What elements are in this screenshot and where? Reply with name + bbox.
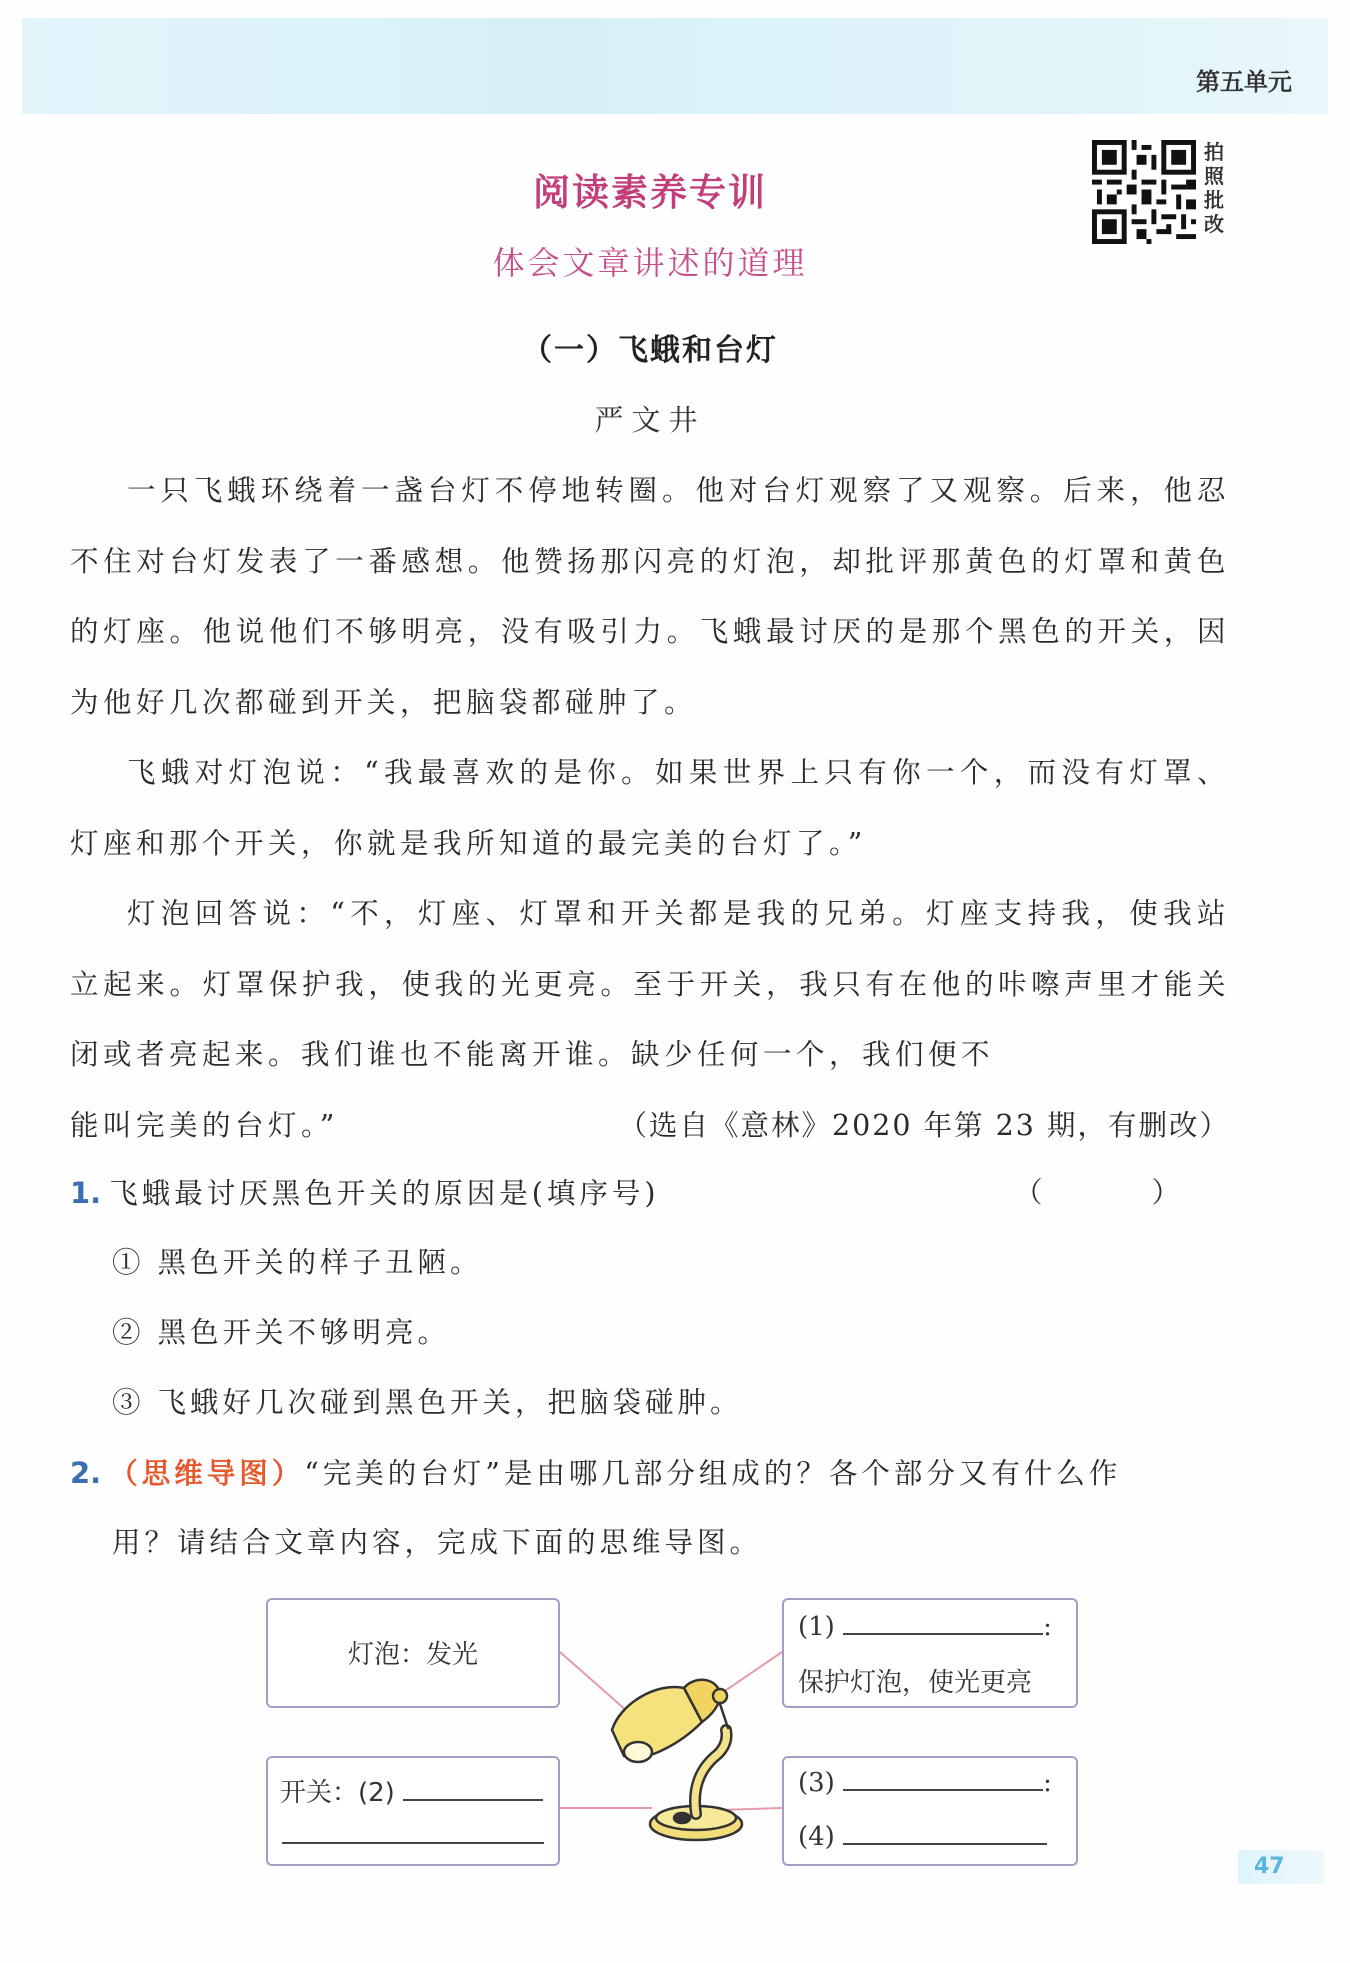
shade-description: 保护灯泡，使光更亮	[798, 1668, 1033, 1698]
unit-label: 第五单元	[1196, 68, 1292, 96]
article-title: （一）飞蛾和台灯	[522, 333, 778, 368]
answer-blank[interactable]	[282, 1820, 544, 1844]
shade-blank-line: (1) :	[798, 1612, 1052, 1642]
option-3: ③ 飞蛾好几次碰到黑色开关，把脑袋碰肿。	[112, 1386, 743, 1419]
mindmap-shade-box	[782, 1598, 1078, 1708]
page-subtitle: 体会文章讲述的道理	[492, 244, 808, 282]
answer-blank[interactable]	[843, 1789, 1043, 1791]
switch-line: 开关：(2)	[280, 1772, 543, 1809]
paragraph: 一只飞蛾环绕着一盏台灯不停地转圈。他对台灯观察了又观察。后来，他忍不住对台灯发表了一番感想。他赞扬那闪亮的灯泡，却批评那黄色的灯罩和黄色的灯座。他说他们不够明亮，没有吸引力。飞蛾最讨厌的是那个黑色的开关，因为他好几次都碰到开关，把脑袋都碰肿了。	[70, 474, 1230, 719]
mindmap-switch-box	[266, 1756, 560, 1866]
qr-caption: 拍 照 批 改	[1204, 140, 1224, 236]
answer-blank[interactable]	[843, 1633, 1043, 1635]
option-1: ① 黑色开关的样子丑陋。	[112, 1246, 483, 1279]
answer-blank[interactable]	[843, 1843, 1047, 1845]
mindmap-base-box	[782, 1756, 1078, 1866]
answer-blank[interactable]: （ ）	[1013, 1176, 1230, 1209]
article-source: （选自《意林》2020 年第 23 期，有删改）	[618, 1108, 1230, 1142]
paragraph-end: 能叫完美的台灯。”	[70, 1108, 339, 1142]
question-number: 1.	[70, 1176, 102, 1210]
paragraph: 灯泡回答说：“不，灯座、灯罩和开关都是我的兄弟。灯座支持我，使我站立起来。灯罩保护我，使我的光更亮。至于开关，我只有在他的咔嚓声里才能关闭或者亮起来。我们谁也不能离开谁。缺少任何一个，我们便不	[70, 897, 1230, 1071]
question-text: “完美的台灯”是由哪几部分组成的？各个部分又有什么作	[304, 1457, 1122, 1490]
page-title: 阅读素养专训	[533, 171, 767, 214]
paragraph: 飞蛾对灯泡说：“我最喜欢的是你。如果世界上只有你一个，而没有灯罩、灯座和那个开关，你就是我所知道的最完美的台灯了。”	[70, 756, 1230, 860]
question-number: 2.	[70, 1456, 102, 1490]
article-author: 严文井	[594, 403, 706, 437]
question-text: 飞蛾最讨厌黑色开关的原因是(填序号)	[109, 1177, 660, 1210]
switch-line-2	[282, 1820, 544, 1851]
mindmap-tag: （思维导图）	[109, 1457, 305, 1490]
base-line-3: (3) :	[798, 1768, 1052, 1798]
mindmap-bulb-box: 灯泡：发光	[266, 1598, 560, 1708]
answer-blank[interactable]	[403, 1799, 543, 1801]
page-number: 47	[1238, 1850, 1324, 1884]
desk-lamp-illustration	[600, 1668, 790, 1848]
base-line-4: (4)	[798, 1822, 1047, 1852]
option-2: ② 黑色开关不够明亮。	[112, 1316, 451, 1349]
question-2-line2: 用？请结合文章内容，完成下面的思维导图。	[112, 1526, 763, 1559]
